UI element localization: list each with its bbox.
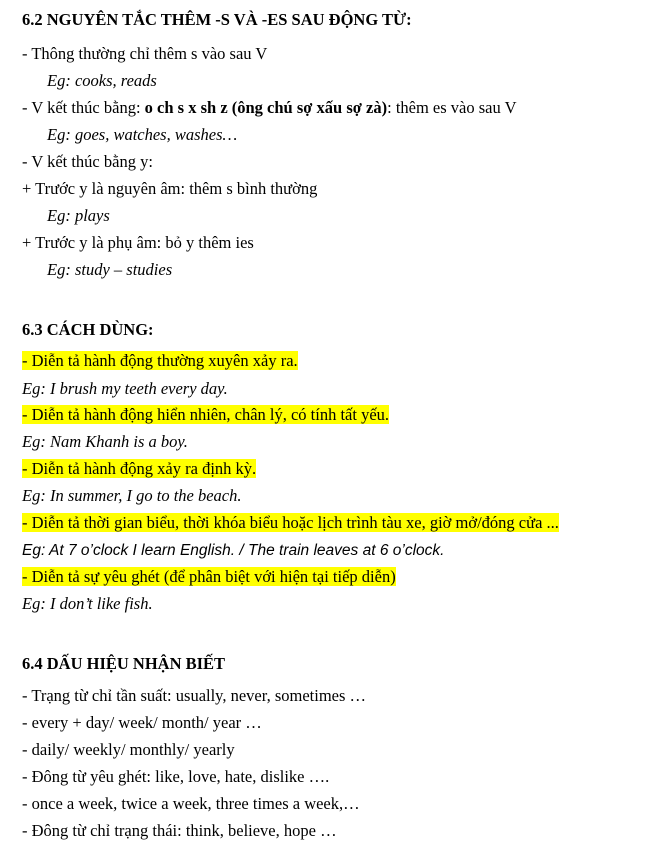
example-vowel-y: Eg: plays (47, 206, 110, 225)
signal-item: - daily/ weekly/ monthly/ yearly (22, 740, 235, 759)
usage-item (22, 350, 298, 371)
rule-vowel-y: + Trước y là nguyên âm: thêm s bình thường (22, 179, 318, 198)
usage-example: Eg: I don’t like fish. (22, 594, 153, 613)
rule-consonant-y: + Trước y là phụ âm: bỏ y thêm ies (22, 233, 254, 252)
usage-text: - Diễn tả thời gian biểu, thời khóa biểu hoặc lịch trình tàu xe, giờ mở/đóng cửa ... (22, 513, 559, 532)
example-add-es: Eg: goes, watches, washes… (47, 125, 238, 144)
rule-add-s: - Thông thường chỉ thêm s vào sau V (22, 44, 268, 63)
signal-item: - every + day/ week/ month/ year … (22, 713, 262, 732)
usage-text: - Diễn tả hành động thường xuyên xảy ra. (22, 351, 298, 370)
usage-item (22, 458, 256, 479)
usage-example: Eg: In summer, I go to the beach. (22, 486, 242, 505)
usage-item (22, 404, 389, 425)
rule-add-es-letters: o ch s x sh z (ông chú sợ xấu sợ zà) (144, 98, 388, 117)
rule-add-es (22, 97, 517, 118)
rule-add-es-suffix: : thêm es vào sau V (387, 98, 517, 117)
usage-example: Eg: Nam Khanh is a boy. (22, 432, 188, 451)
rule-ends-y: - V kết thúc bằng y: (22, 152, 153, 171)
signal-item: - Đông từ chỉ trạng thái: think, believe, hope … (22, 821, 337, 840)
example-add-s: Eg: cooks, reads (47, 71, 157, 90)
usage-text: - Diễn tả hành động xảy ra định kỳ. (22, 459, 257, 478)
example-consonant-y: Eg: study – studies (47, 260, 173, 279)
usage-item (22, 566, 396, 587)
usage-text: - Diễn tả hành động hiển nhiên, chân lý, có tính tất yếu. (22, 405, 390, 424)
rule-add-es-prefix: - V kết thúc bằng: (22, 98, 145, 117)
usage-item (22, 512, 559, 533)
usage-example: Eg: At 7 o’clock I learn English. / The train leaves at 6 o’clock. (22, 542, 445, 559)
signal-item: - Trạng từ chỉ tần suất: usually, never, sometimes … (22, 686, 367, 705)
signal-item: - once a week, twice a week, three times a week,… (22, 794, 360, 813)
usage-example: Eg: I brush my teeth every day. (22, 379, 228, 398)
heading-6-4: 6.4 DẤU HIỆU NHẬN BIẾT (22, 654, 226, 673)
heading-6-3: 6.3 CÁCH DÙNG: (22, 320, 154, 339)
signal-item: - Đông từ yêu ghét: like, love, hate, dislike …. (22, 767, 330, 786)
usage-text: - Diễn tả sự yêu ghét (để phân biệt với hiện tại tiếp diễn) (22, 567, 396, 586)
heading-6-2: 6.2 NGUYÊN TẮC THÊM -S VÀ -ES SAU ĐỘNG TỪ: (22, 10, 412, 29)
